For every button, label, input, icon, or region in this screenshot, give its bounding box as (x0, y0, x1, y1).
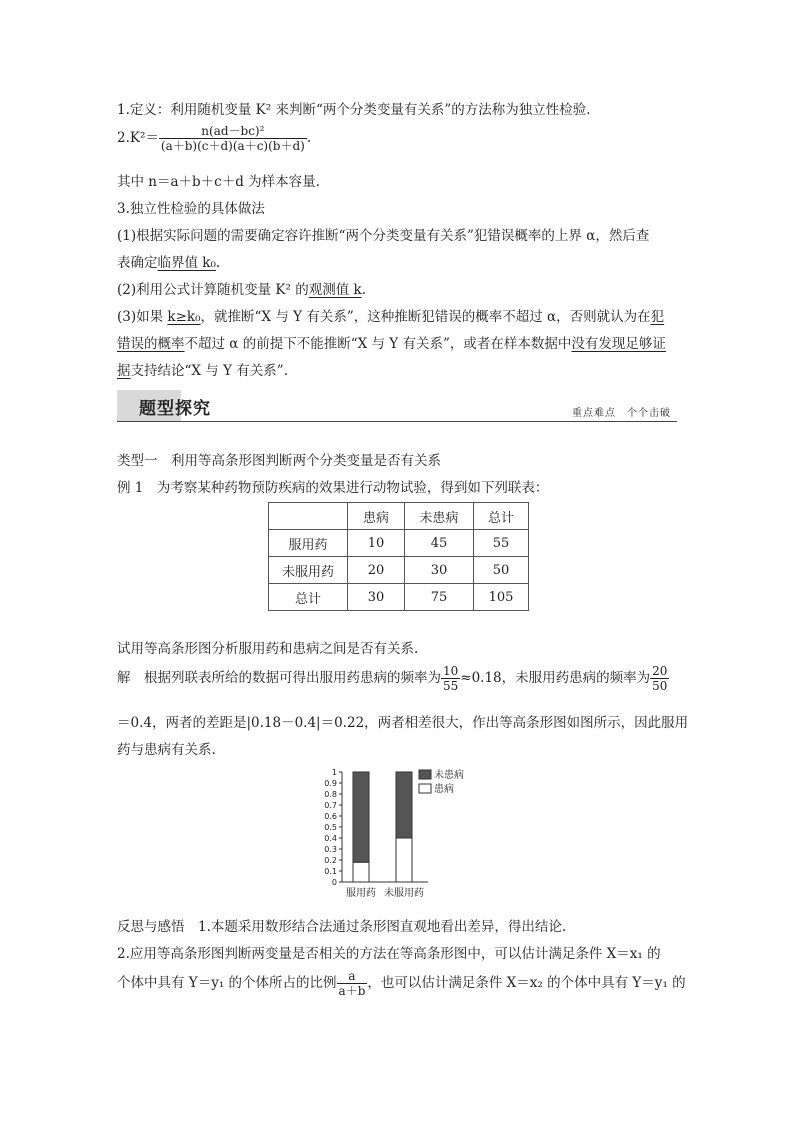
step3c-end: 支持结论“X 与 Y 有关系”. (130, 363, 288, 379)
bar-segment (353, 862, 369, 882)
y-tick-label: 0.9 (324, 779, 337, 788)
no-evidence-term-part2: 据 (117, 363, 131, 379)
legend-label: 未患病 (434, 770, 464, 781)
error-term-part2: 错误的概率 (117, 336, 185, 352)
table-cell: 30 (348, 584, 405, 611)
table-cell: 20 (348, 557, 405, 584)
step3b-mid: 不超过 α 的前提下不能推断“X 与 Y 有关系”，或者在样本数据中 (184, 336, 572, 352)
y-tick-label: 0.6 (324, 812, 337, 821)
step1b-text: 表确定 (117, 255, 158, 271)
table-cell: 50 (474, 557, 529, 584)
contingency-table (268, 502, 529, 611)
legend-swatch (419, 784, 431, 793)
step3a-mid: ，就推断“X 与 Y 有关系”，这种推断犯错误的概率不超过 α，否则就认为在 (200, 309, 651, 325)
formula-tail: . (306, 130, 312, 146)
step1-line-a: (1)根据实际问题的需要确定容许推断“两个分类变量有关系”犯错误概率的上界 α，然后查 (117, 228, 650, 244)
chart-svg (318, 764, 478, 904)
y-tick-label: 1 (331, 768, 337, 777)
frac2-denominator: 50 (652, 679, 668, 693)
reflection-line-2: 2.应用等高条形图判断两变量是否相关的方法在等高条形图中，可以估计满足条件 X＝x₁ 的 (117, 946, 661, 962)
section-header (117, 390, 677, 422)
table-cell: 总计 (269, 584, 348, 611)
table-row (269, 557, 529, 584)
x-tick-label: 未服用药 (384, 888, 424, 899)
no-evidence-term-part1: 没有发现足够证 (571, 336, 666, 352)
table-cell: 45 (405, 530, 474, 557)
error-term-part1: 犯 (650, 309, 665, 325)
table-cell: 30 (405, 557, 474, 584)
reflection-text-post: ，也可以估计满足条件 X＝x₂ 的个体中具有 Y＝y₁ 的 (367, 975, 686, 991)
frac1-denominator: 55 (443, 679, 459, 693)
y-tick-label: 0.3 (324, 845, 337, 854)
k-ge-k0-term: k≥k₀ (167, 309, 201, 325)
step3-line-c (117, 359, 288, 379)
observed-value-term: 观测值 k (308, 282, 362, 298)
table-cell: 10 (348, 530, 405, 557)
y-tick-label: 0.1 (324, 867, 337, 876)
step3-line-a (117, 305, 664, 325)
formula-numerator: n(ad－bc)² (159, 124, 307, 139)
step2-text: (2)利用公式计算随机变量 K² 的 (117, 282, 309, 298)
question-line: 试用等高条形图分析服用药和患病之间是否有关系. (117, 641, 419, 657)
y-tick-label: 0.5 (324, 823, 337, 832)
table-header-cell: 未患病 (405, 503, 474, 530)
critical-value-term: 临界值 k₀ (157, 255, 216, 271)
table-cell: 未服用药 (269, 557, 348, 584)
table-cell: 55 (474, 530, 529, 557)
step2-end: . (361, 282, 366, 298)
table-cell: 75 (405, 584, 474, 611)
formula-denominator: (a＋b)(c＋d)(a＋c)(b＋d) (160, 139, 305, 153)
procedure-heading: 3.独立性检验的具体做法 (117, 201, 265, 217)
step1b-end: . (215, 255, 221, 271)
frac2-numerator: 20 (652, 664, 668, 678)
table-row (269, 584, 529, 611)
k-squared-fraction (159, 124, 307, 153)
table-cell: 105 (474, 584, 529, 611)
proportion-denominator: a＋b (338, 984, 366, 998)
formula-label: 2.K²＝ (117, 130, 159, 146)
table-header-cell: 患病 (348, 503, 405, 530)
section-title: 题型探究 (139, 399, 211, 419)
solution-text-a: 解 根据列联表所给的数据可得出服用药患病的频率为 (117, 670, 441, 686)
step3a-text: (3)如果 (117, 309, 168, 325)
solution-line-c: 药与患病有关系. (117, 742, 216, 758)
bar-segment (396, 838, 412, 882)
table-row (269, 530, 529, 557)
step3-line-b (117, 332, 666, 352)
solution-line-a (117, 664, 669, 693)
formula-line (117, 124, 311, 153)
solution-line-b: ＝0.4，两者的差距是|0.18－0.4|＝0.22，两者相差很大，作出等高条形图如图所示，因此服用 (117, 715, 689, 731)
section-hint: 重点难点 个个击破 (572, 408, 671, 419)
y-tick-label: 0 (331, 878, 337, 887)
reflection-text-pre: 个体中具有 Y＝y₁ 的个体所占的比例 (117, 975, 337, 991)
table-header-cell (269, 503, 348, 530)
reflection-line-3 (117, 969, 686, 998)
bar-segment (396, 772, 412, 838)
solution-text-mid: ≈0.18，未服用药患病的频率为 (460, 670, 651, 686)
type-heading: 类型一 利用等高条形图判断两个分类变量是否有关系 (117, 453, 441, 469)
table-header-cell: 总计 (474, 503, 529, 530)
stacked-bar-chart (318, 764, 478, 904)
frequency-fraction-2 (650, 664, 669, 693)
proportion-numerator: a (337, 969, 368, 984)
sample-size-line: 其中 n＝a＋b＋c＋d 为样本容量. (117, 174, 320, 190)
reflection-line-1: 反思与感悟 1.本题采用数形结合法通过条形图直观地看出差异，得出结论. (117, 919, 567, 935)
table-header-row (269, 503, 529, 530)
y-tick-label: 0.2 (324, 856, 337, 865)
example-prompt: 例 1 为考察某种药物预防疾病的效果进行动物试验，得到如下列联表： (117, 480, 549, 496)
definition-line: 1.定义：利用随机变量 K² 来判断“两个分类变量有关系”的方法称为独立性检验. (117, 102, 591, 118)
bar-segment (353, 772, 369, 862)
step1-line-b (117, 251, 220, 271)
legend-label: 患病 (434, 784, 454, 795)
x-tick-label: 服用药 (346, 888, 376, 899)
section-rule (117, 421, 677, 422)
y-tick-label: 0.4 (324, 834, 337, 843)
y-tick-label: 0.7 (324, 801, 337, 810)
legend-swatch (419, 770, 431, 779)
frequency-fraction-1 (441, 664, 460, 693)
y-tick-label: 0.8 (324, 790, 337, 799)
table-cell: 服用药 (269, 530, 348, 557)
step2-line (117, 278, 366, 298)
proportion-fraction (337, 969, 368, 998)
frac1-numerator: 10 (443, 664, 459, 678)
